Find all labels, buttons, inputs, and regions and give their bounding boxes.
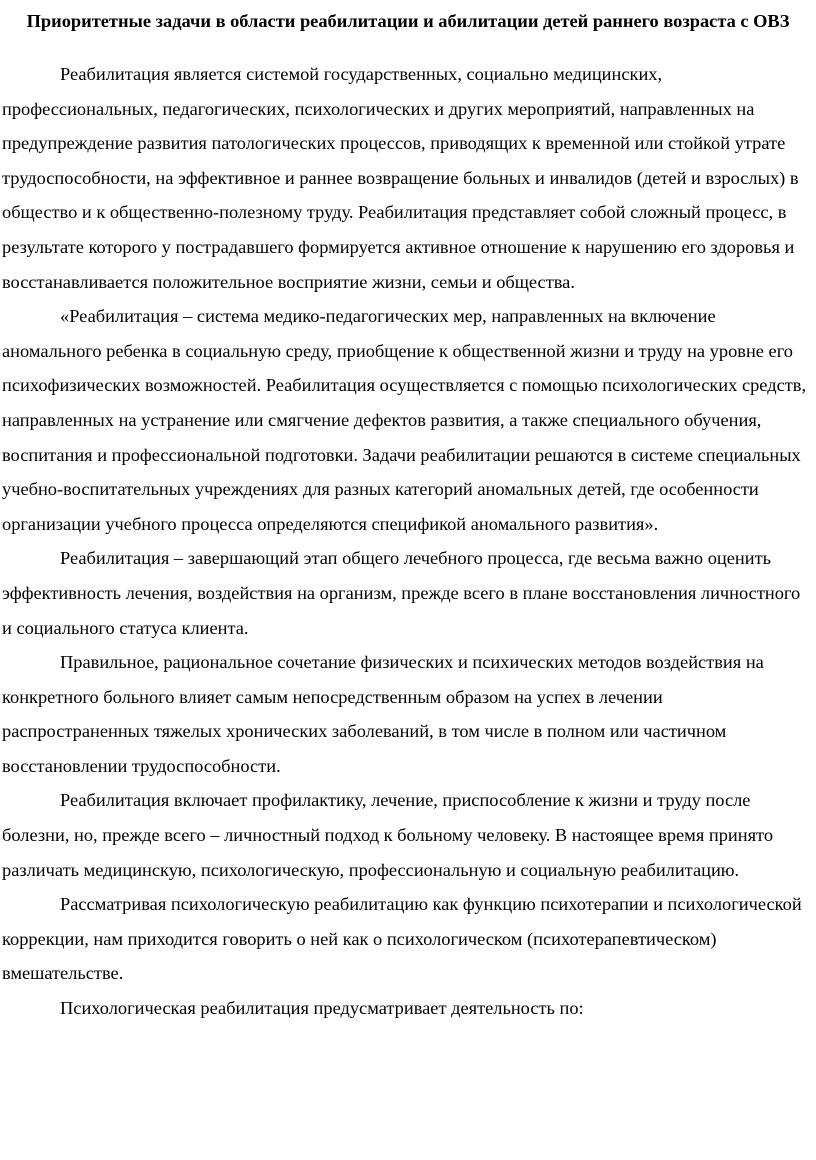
paragraph-quote-medico-pedagogical: «Реабилитация – система медико-педагогических мер, направленных на включение аномального ребенка в социальную среду, приобщение к общественной жизни и труду на уровне его психофизических возможностей. Реабилитация осуществляется с помощью психологических средств, направленных на устранение или смягчение дефектов развития, а также специального обучения, воспитания и профессиональной подготовки. Задачи реабилитации решаются в системе специальных учебно-воспитательных учреждениях для разных категорий аномальных детей, где особенности организации учебного процесса определяются спецификой аномального развития».	[2, 306, 807, 534]
paragraph-psychological-rehabilitation: Рассматривая психологическую реабилитацию как функцию психотерапии и психологической коррекции, нам приходится говорить о ней как о психологическом (психотерапевтическом) вмешательстве.	[2, 894, 802, 984]
paragraph-rehabilitation-definition: Реабилитация является системой государственных, социально медицинских, профессиональных, педагогических, психологических и других мероприятий, направленных на предупреждение развития патологических процессов, приводящих к временной или стойкой утрате трудоспособности, на эффективное и раннее возвращение больных и инвалидов (детей и взрослых) в общество и к общественно-полезному труду. Реабилитация представляет собой сложный процесс, в результате которого у пострадавшего формируется активное отношение к нарушению его здоровья и восстанавливается положительное восприятие жизни, семьи и общества.	[2, 64, 799, 292]
paragraph-final-stage: Реабилитация – завершающий этап общего лечебного процесса, где весьма важно оценить эффективность лечения, воздействия на организм, прежде всего в плане восстановления личностного и социального статуса клиента.	[2, 548, 801, 638]
paragraph-activities-list-intro: Психологическая реабилитация предусматривает деятельность по:	[60, 998, 584, 1019]
document-title: Приоритетные задачи в области реабилитации и абилитации детей раннего возраста с ОВЗ	[26, 11, 790, 31]
document-body	[2, 57, 814, 1026]
paragraph-combination-methods: Правильное, рациональное сочетание физических и психических методов воздействия на конкретного больного влияет самым непосредственным образом на успех в лечении распространенных тяжелых хронических заболеваний, в том числе в полном или частичном восстановлении трудоспособности.	[2, 652, 764, 776]
paragraph-types-of-rehabilitation: Реабилитация включает профилактику, лечение, приспособление к жизни и труду после болезни, но, прежде всего – личностный подход к больному человеку. В настоящее время принято различать медицинскую, психологическую, профессиональную и социальную реабилитацию.	[2, 790, 774, 880]
